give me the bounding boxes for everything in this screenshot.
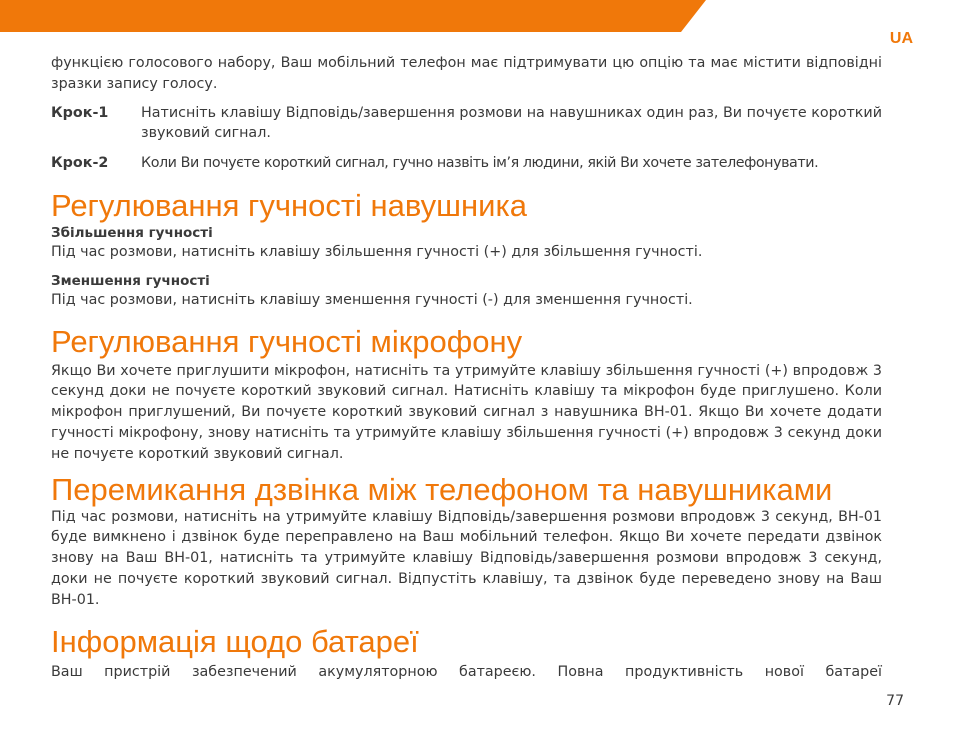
language-label: UA: [889, 30, 913, 47]
subheading-volume-up: Збільшення гучності: [51, 224, 213, 241]
section-title-headset-volume: Регулювання гучності навушника: [51, 187, 527, 223]
page-number: 77: [886, 693, 904, 709]
section-title-mic-volume: Регулювання гучності мікрофону: [51, 323, 523, 359]
step-2-text: Коли Ви почуєте короткий сигнал, гучно назвіть ім’я людини, якій Ви хочете зателефонувати.: [141, 155, 819, 172]
battery-info-text: Ваш пристрій забезпечений акумуляторною батареєю. Повна продуктивність нової батареї: [51, 663, 882, 680]
step-1: [51, 103, 882, 145]
call-switch-text: Під час розмови, натисніть на утримуйте клавішу Відповідь/завершення розмови впродовж 3 секунд, BH-01 буде вимкнено і дзвінок буде переправлено на Ваш мобільний телефон. Якщо Ви хочете передати дзвінок знову на Ваш BH-01, натисніть та утримуйте клавішу Відповідь/завершення розмови впродовж 3 секунд, доки не почуєте короткий звуковий сигнал. Відпустіть клавішу, та дзвінок буде переведено знову на Ваш BH-01.: [51, 508, 882, 608]
section-title-call-switch: Перемикання дзвінка між телефоном та навушниками: [51, 471, 833, 507]
step-2: [51, 153, 882, 174]
step-1-text: Натисніть клавішу Відповідь/завершення розмови на навушниках один раз, Ви почуєте короткий звуковий сигнал.: [141, 104, 882, 142]
volume-up-text: Під час розмови, натисніть клавішу збільшення гучності (+) для збільшення гучності.: [51, 243, 703, 260]
step-2-label: Крок-2: [51, 155, 109, 172]
mic-volume-text: Якщо Ви хочете приглушити мікрофон, натисніть та утримуйте клавішу збільшення гучності (+) впродовж 3 секунд доки не почуєте короткий звуковий сигнал. Натисніть клавішу та мікрофон буде приглушено. Коли мікрофон приглушений, Ви почуєте короткий звуковий сигнал з навушника BH-01. Якщо Ви хочете додати гучності мікрофону, знову натисніть та утримуйте клавішу збільшення гучності (+) впродовж 3 секунд доки не почуєте короткий звуковий сигнал.: [51, 362, 882, 462]
subheading-volume-down: Зменшення гучності: [51, 272, 210, 289]
header-banner: [0, 0, 954, 32]
step-1-label: Крок-1: [51, 104, 109, 121]
volume-down-text: Під час розмови, натисніть клавішу зменшення гучності (-) для зменшення гучності.: [51, 291, 693, 308]
page-content: [51, 53, 882, 682]
section-title-battery-info: Інформація щодо батареї: [51, 623, 419, 659]
intro-paragraph: функцією голосового набору, Ваш мобільний телефон має підтримувати цю опцію та має містити відповідні зразки запису голосу.: [51, 55, 882, 92]
